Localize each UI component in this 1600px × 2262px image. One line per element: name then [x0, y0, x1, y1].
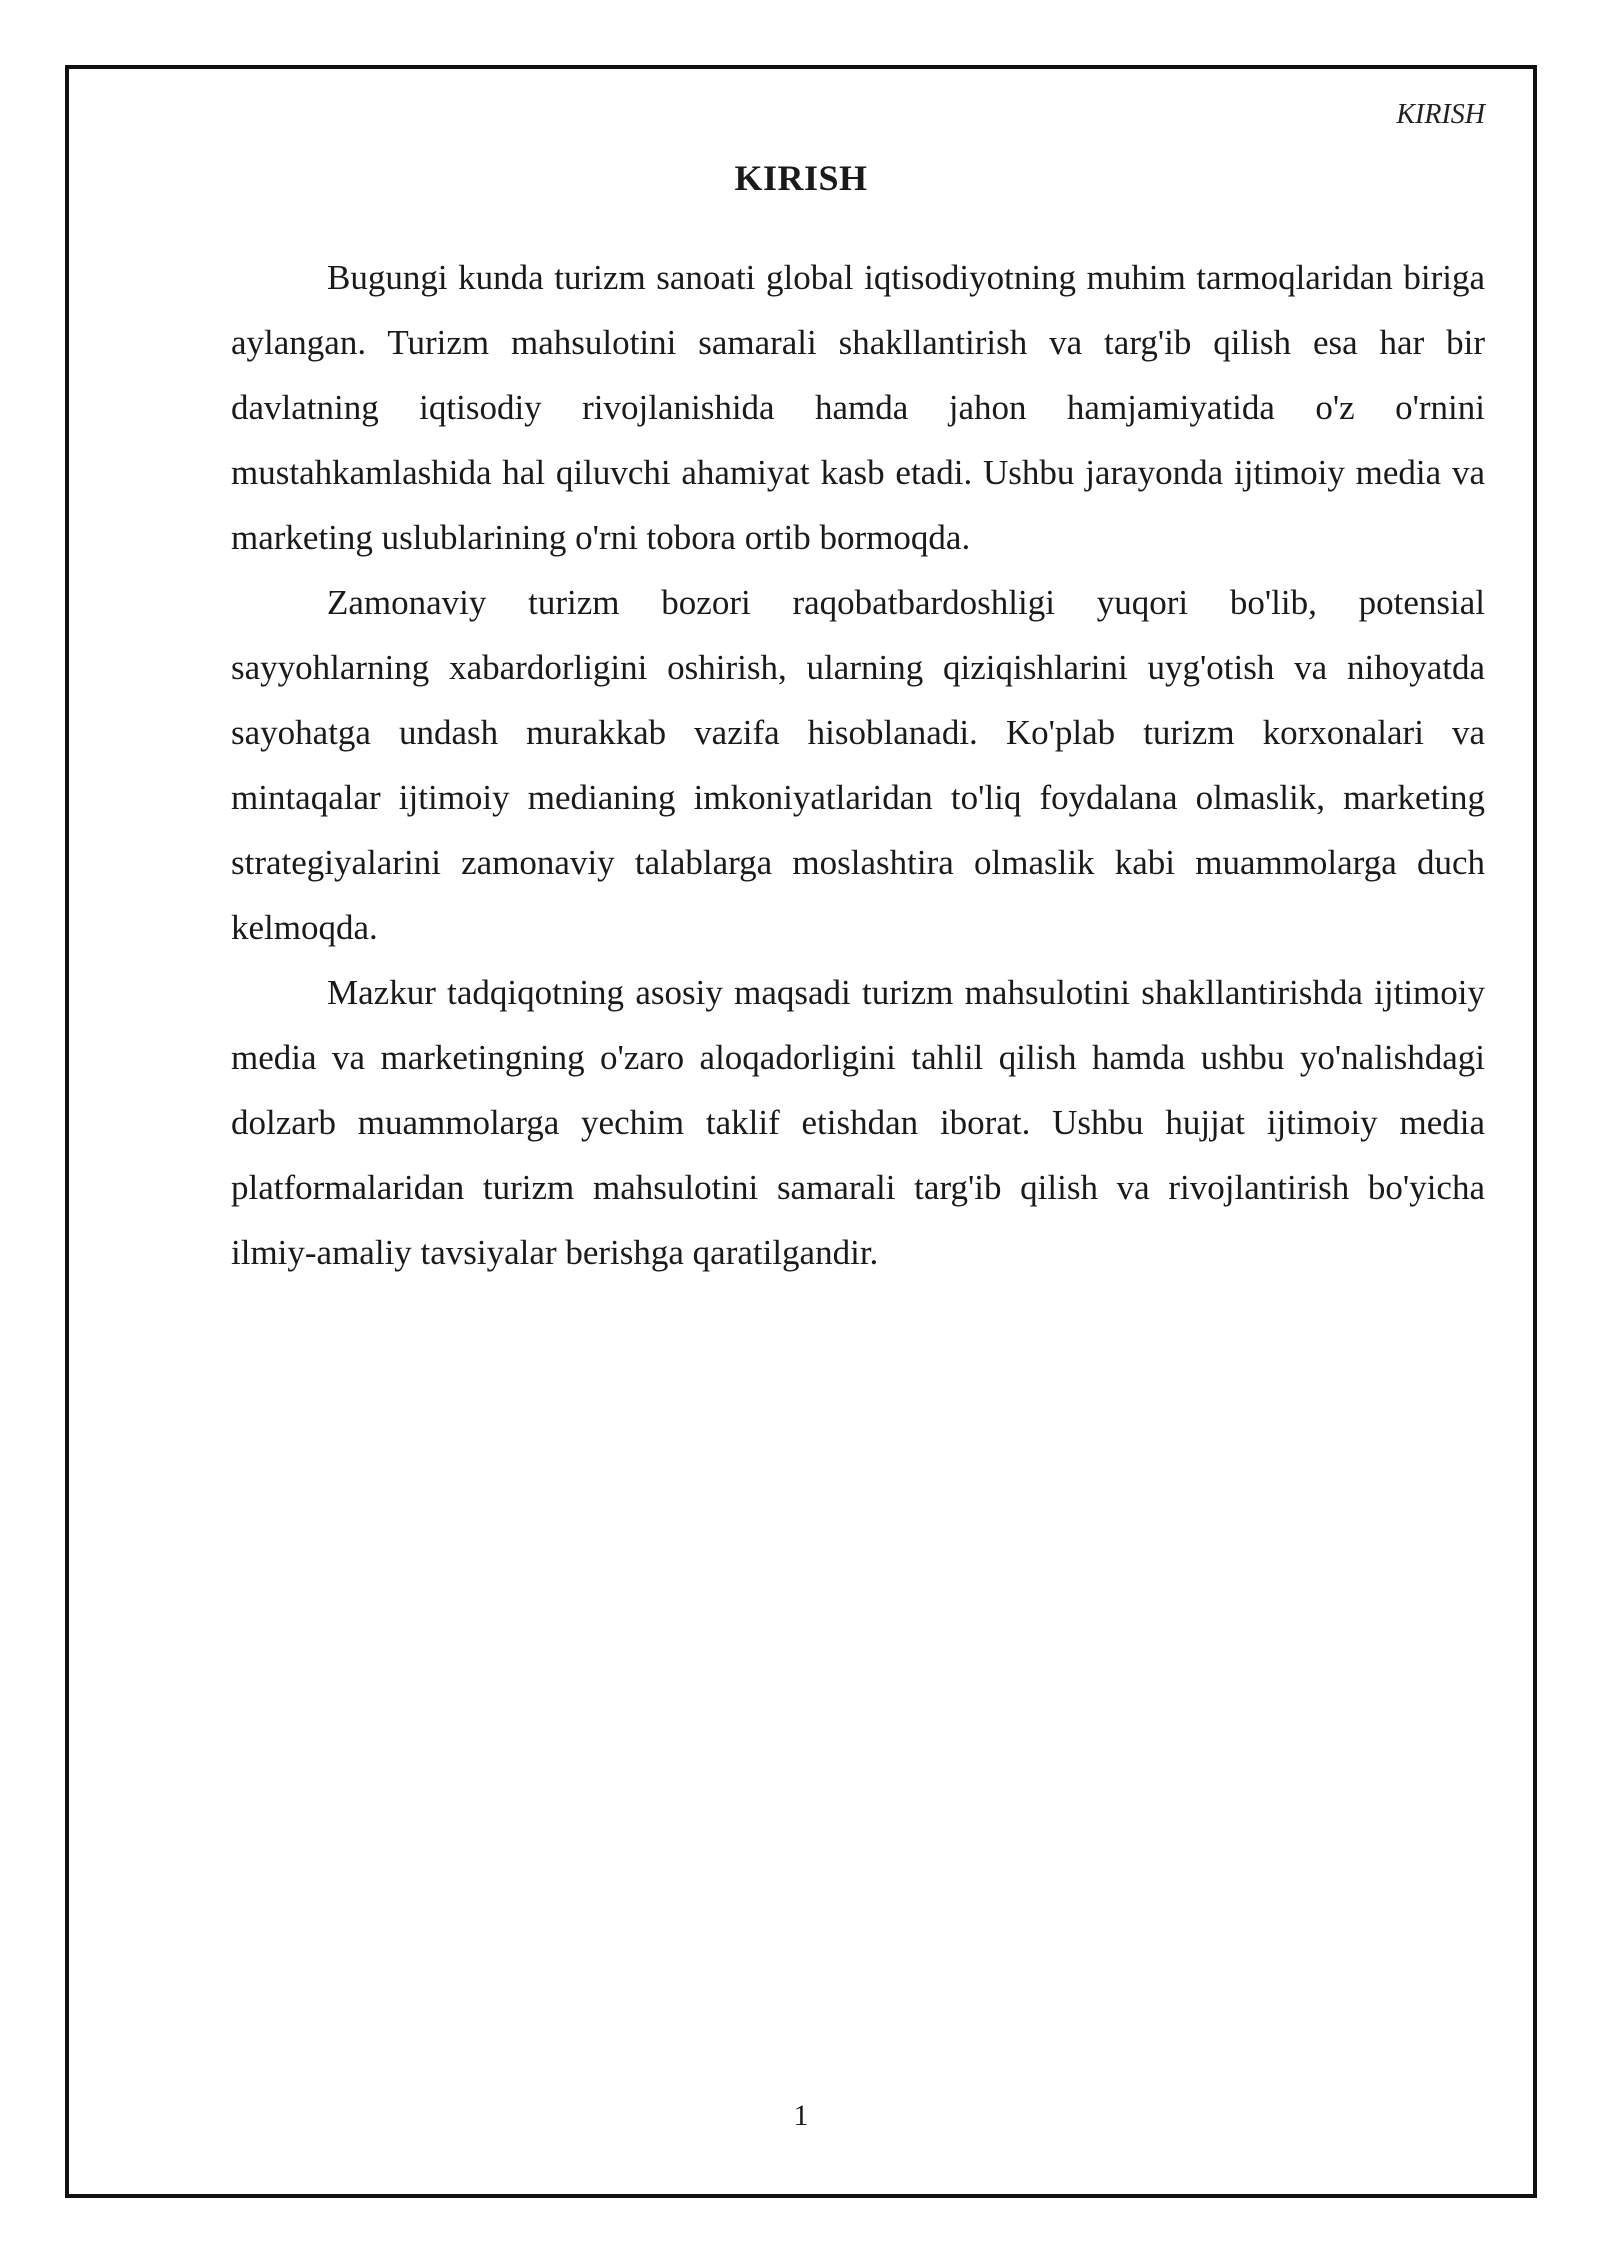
running-header: KIRISH	[1396, 99, 1485, 130]
paragraph-2: Zamonaviy turizm bozori raqobatbardoshligi yuqori bo'lib, potensial sayyohlarning xabardorligini oshirish, ularning qiziqishlarini uyg'otish va nihoyatda sayohatga undash murakkab vazifa hisoblanadi. Ko'plab turizm korxonalari va mintaqalar ijtimoiy medianing imkoniyatlaridan to'liq foydalana olmaslik, marketing strategiyalarini zamonaviy talablarga moslashtira olmaslik kabi muammolarga duch kelmoqda.	[231, 583, 1485, 947]
page-frame	[65, 65, 1537, 2198]
page-number: 1	[793, 2099, 809, 2132]
body-text	[231, 245, 1485, 1285]
paragraph-3: Mazkur tadqiqotning asosiy maqsadi turizm mahsulotini shakllantirishda ijtimoiy media va marketingning o'zaro aloqadorligini tahlil qilish hamda ushbu yo'nalishdagi dolzarb muammolarga yechim taklif etishdan iborat. Ushbu hujjat ijtimoiy media platformalaridan turizm mahsulotini samarali targ'ib qilish va rivojlantirish bo'yicha ilmiy-amaliy tavsiyalar berishga qaratilgandir.	[231, 973, 1485, 1272]
paragraph-1: Bugungi kunda turizm sanoati global iqtisodiyotning muhim tarmoqlaridan biriga aylangan. Turizm mahsulotini samarali shakllantirish va targ'ib qilish esa har bir davlatning iqtisodiy rivojlanishida hamda jahon hamjamiyatida o'z o'rnini mustahkamlashida hal qiluvchi ahamiyat kasb etadi. Ushbu jarayonda ijtimoiy media va marketing uslublarining o'rni tobora ortib bormoqda.	[231, 258, 1485, 557]
section-heading: KIRISH	[734, 158, 868, 198]
